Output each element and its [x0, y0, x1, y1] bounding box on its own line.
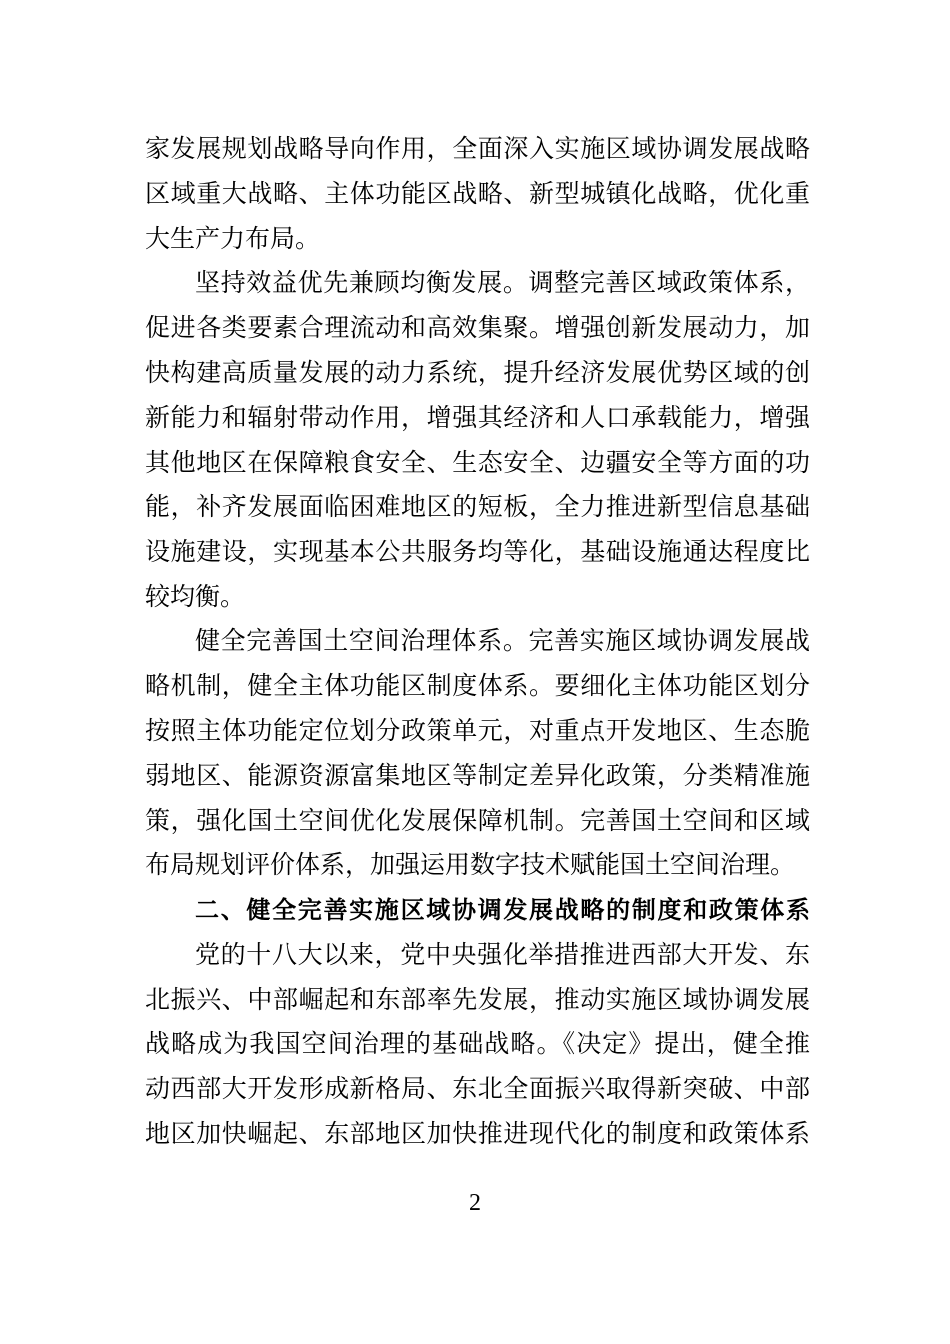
- section-heading: 二、健全完善实施区域协调发展战略的制度和政策体系: [195, 896, 810, 924]
- text-line: 弱地区、能源资源富集地区等制定差异化政策，分类精准施: [145, 761, 810, 790]
- text-line: 较均衡。: [145, 582, 246, 611]
- text-line: 大生产力布局。: [145, 224, 321, 253]
- text-line: 家发展规划战略导向作用，全面深入实施区域协调发展战略: [145, 134, 810, 163]
- text-line: 略机制，健全主体功能区制度体系。要细化主体功能区划分: [145, 671, 810, 700]
- page-number: 2: [469, 1190, 481, 1216]
- text-line: 新能力和辐射带动作用，增强其经济和人口承载能力，增强: [145, 403, 810, 432]
- text-line: 地区加快崛起、东部地区加快推进现代化的制度和政策体系: [145, 1119, 810, 1148]
- paragraph-first-line: 健全完善国土空间治理体系。完善实施区域协调发展战: [195, 626, 810, 655]
- text-line: 战略成为我国空间治理的基础战略。《决定》提出，健全推: [145, 1029, 810, 1058]
- text-line: 北振兴、中部崛起和东部率先发展，推动实施区域协调发展: [145, 985, 810, 1014]
- text-line: 其他地区在保障粮食安全、生态安全、边疆安全等方面的功: [145, 448, 810, 477]
- text-line: 区域重大战略、主体功能区战略、新型城镇化战略，优化重: [145, 179, 810, 208]
- paragraph-first-line: 坚持效益优先兼顾均衡发展。调整完善区域政策体系，: [195, 268, 810, 297]
- text-line: 按照主体功能定位划分政策单元，对重点开发地区、生态脆: [145, 716, 810, 745]
- text-line: 动西部大开发形成新格局、东北全面振兴取得新突破、中部: [145, 1074, 810, 1103]
- text-line: 布局规划评价体系，加强运用数字技术赋能国土空间治理。: [145, 850, 796, 879]
- text-line: 策，强化国土空间优化发展保障机制。完善国土空间和区域: [145, 806, 810, 835]
- text-line: 快构建高质量发展的动力系统，提升经济发展优势区域的创: [145, 358, 810, 387]
- text-line: 能，补齐发展面临困难地区的短板，全力推进新型信息基础: [145, 492, 810, 521]
- paragraph-first-line: 党的十八大以来，党中央强化举措推进西部大开发、东: [195, 940, 810, 969]
- text-line: 促进各类要素合理流动和高效集聚。增强创新发展动力，加: [145, 313, 810, 342]
- text-line: 设施建设，实现基本公共服务均等化，基础设施通达程度比: [145, 537, 810, 566]
